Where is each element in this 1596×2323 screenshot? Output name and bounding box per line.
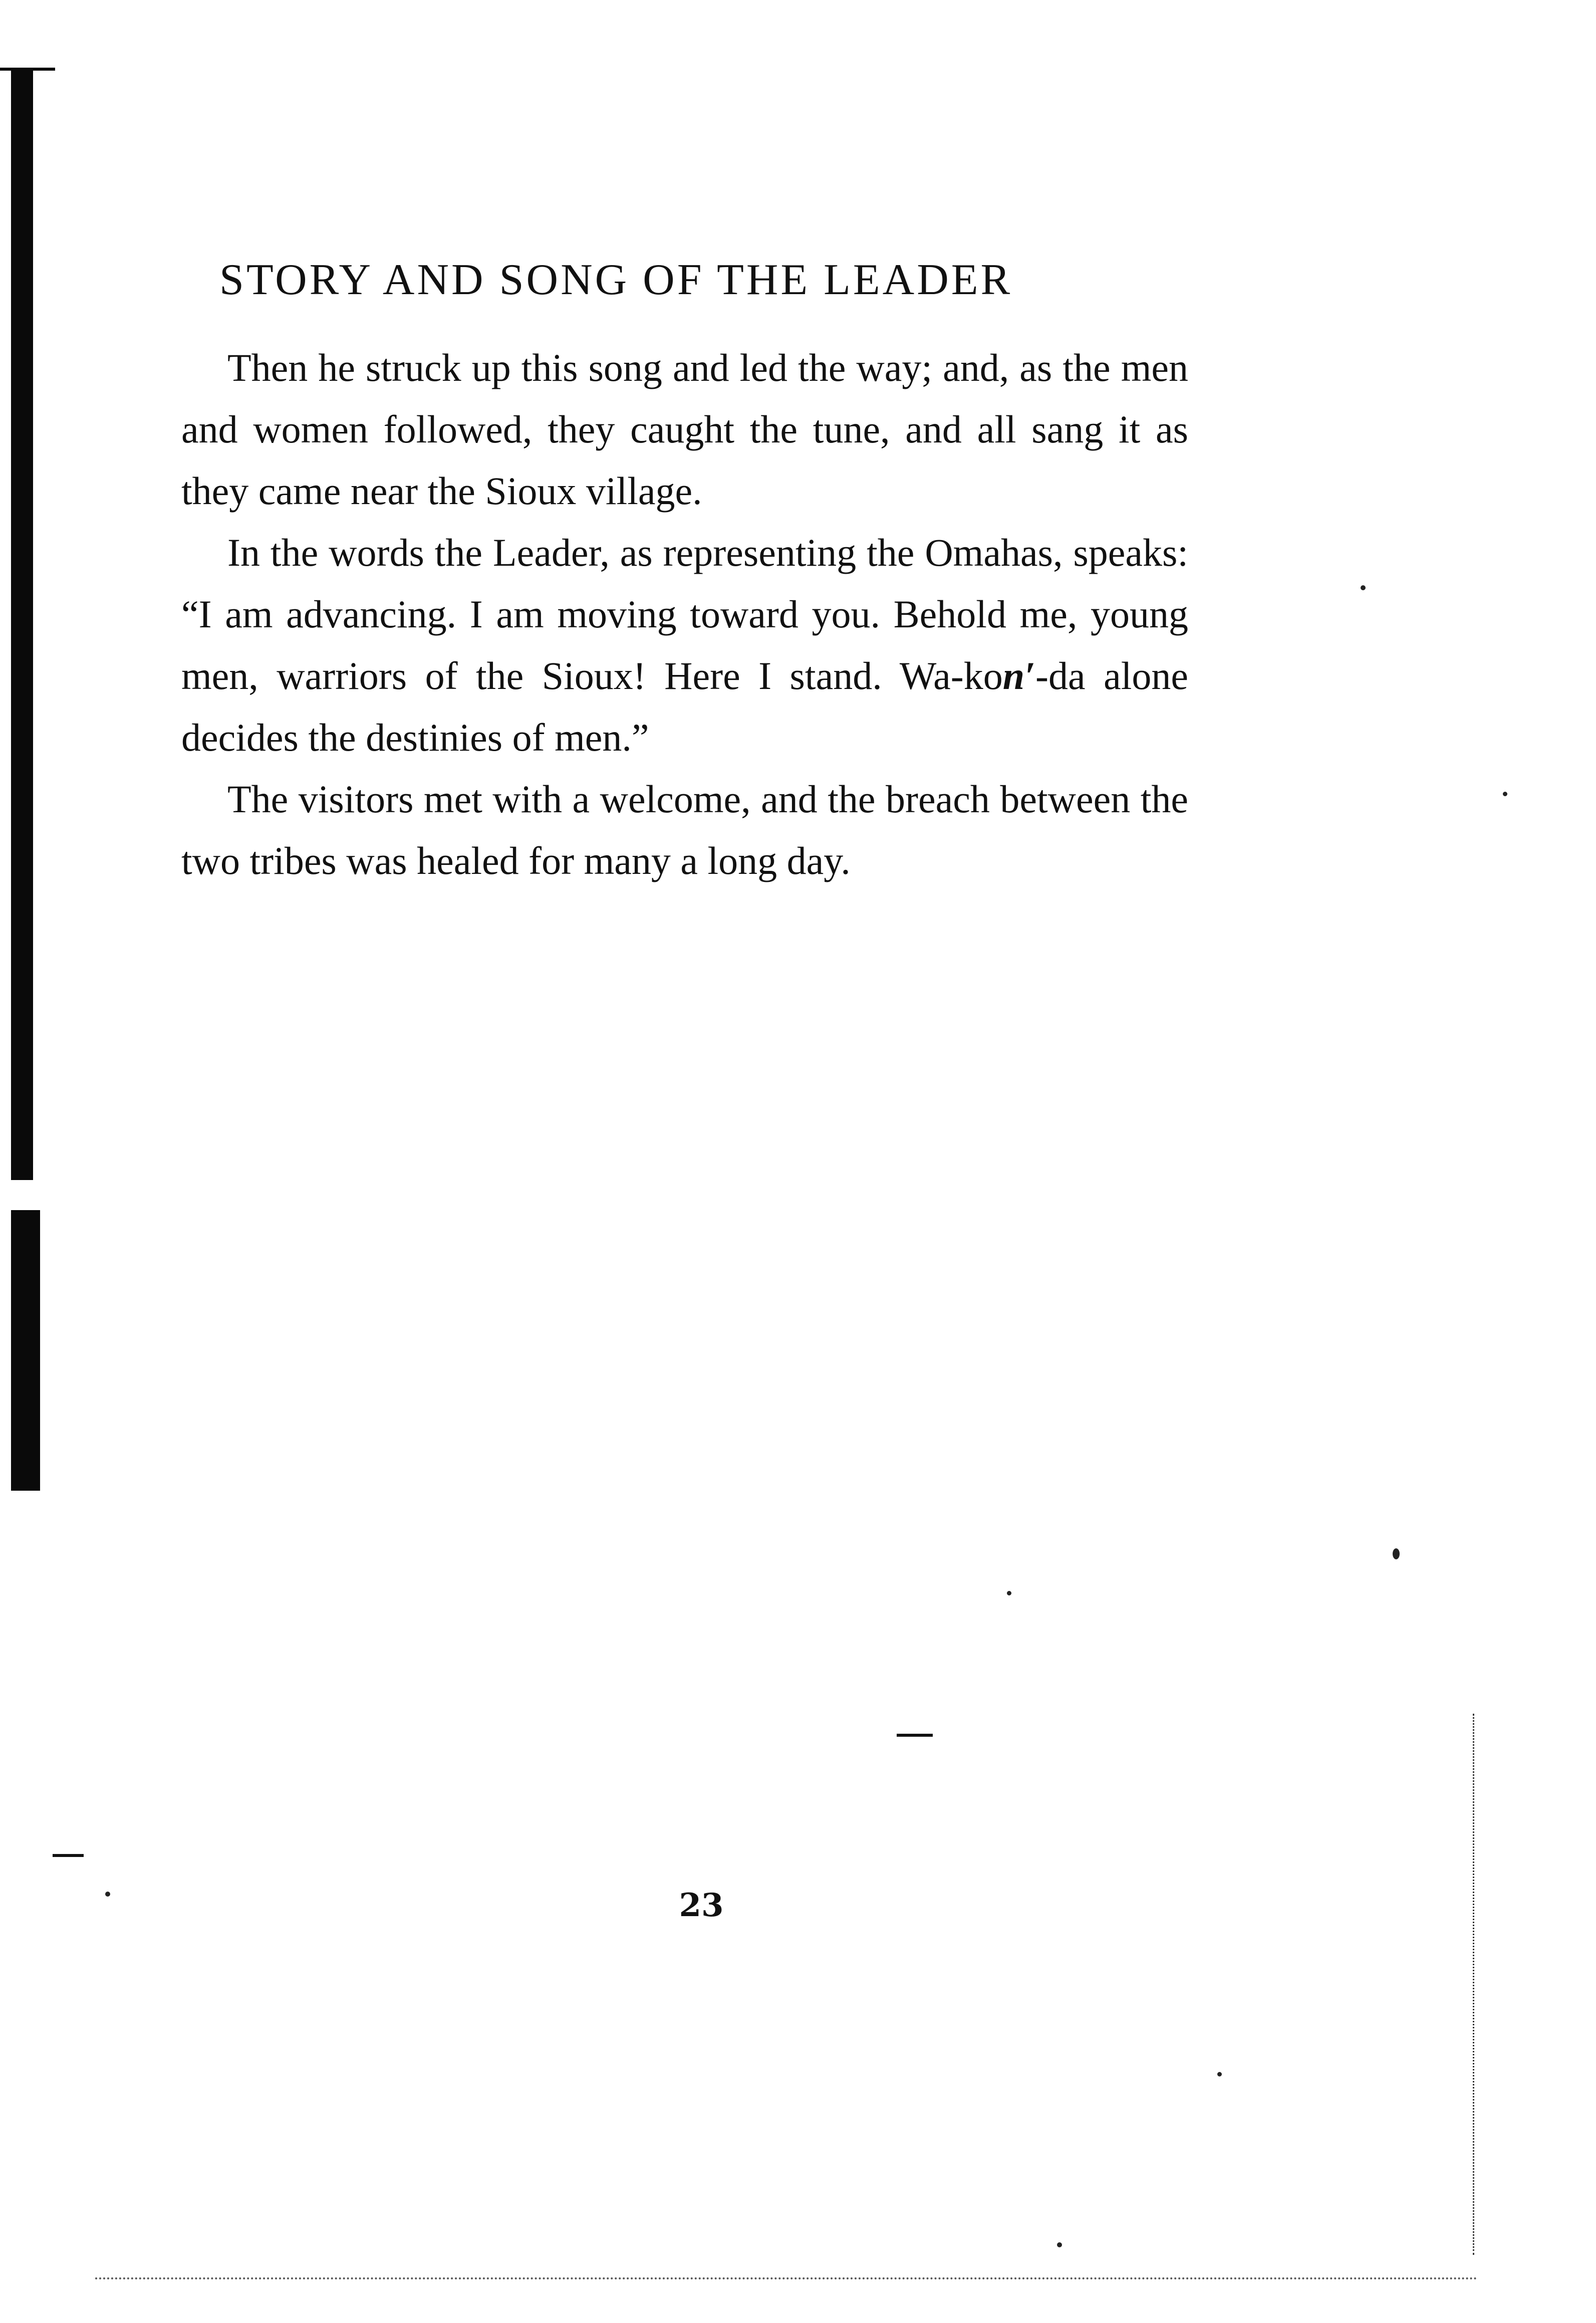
paragraph-2-text: In the words the Leader, as representing the Omahas, speaks: “I am advancing. I am moving toward you. Behold me, young men, warriors of the Sioux! Here I stand. Wa-ko <box>181 531 1188 698</box>
scan-binding-shadow <box>11 68 33 1180</box>
scan-speck <box>1503 792 1507 796</box>
paragraph-2-text-end: -da alone decides the destinies of men.” <box>181 654 1188 759</box>
paragraph-1: Then he struck up this song and led the way; and, as the men and women followed, they caught the tune, and all sang it as they came near the Sioux village. <box>181 346 1188 513</box>
paragraph-3: The visitors met with a welcome, and the breach between the two tribes was healed for many a long day. <box>181 777 1188 882</box>
scan-speck <box>105 1892 110 1897</box>
scan-speck <box>1057 2242 1062 2247</box>
scan-speck <box>1007 1591 1011 1595</box>
running-header: STORY AND SONG OF THE LEADER <box>219 256 1013 304</box>
page-body <box>181 337 1188 891</box>
scan-speck <box>1217 2072 1222 2076</box>
paragraph-2 <box>181 522 1188 768</box>
scan-edge-noise <box>95 2277 1478 2281</box>
scan-edge-mark <box>0 68 55 71</box>
scan-speck <box>1361 585 1366 590</box>
scan-mark <box>897 1734 933 1737</box>
scan-binding-shadow <box>11 1210 40 1491</box>
page-number: 23 <box>679 1887 724 1924</box>
scan-mark <box>53 1854 84 1857</box>
italic-syllable: n′ <box>1002 654 1036 698</box>
scan-speck <box>1393 1548 1400 1559</box>
scan-edge-noise <box>1473 1714 1484 2255</box>
